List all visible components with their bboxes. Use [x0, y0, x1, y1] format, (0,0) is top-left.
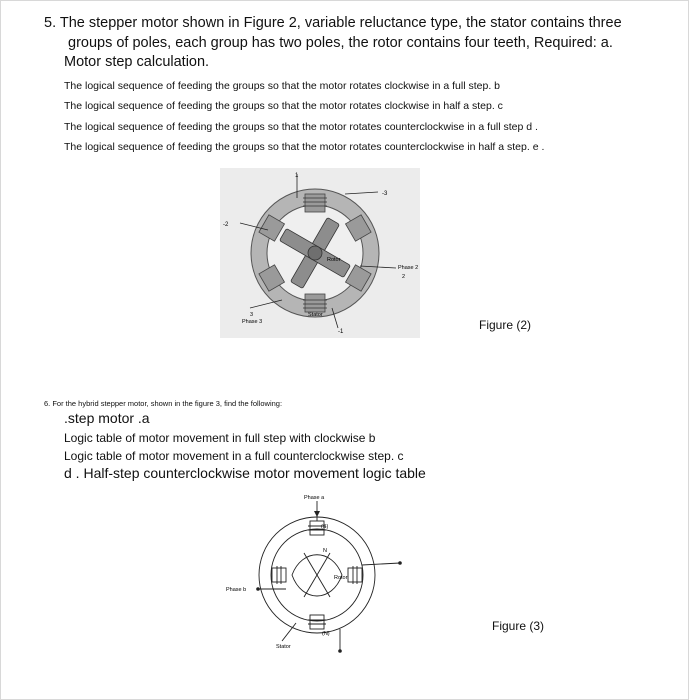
question-5-item-b: The logical sequence of feeding the groups so that the motor rotates clockwise in a full step. b	[64, 80, 501, 92]
figure-2-label-left: -2	[223, 222, 229, 228]
figure-2-label-bottom: -1	[338, 329, 344, 335]
question-5-item-c: The logical sequence of feeding the groups so that the motor rotates clockwise in half a step. c	[64, 100, 503, 112]
question-6-item-a: .step motor .a	[64, 410, 150, 426]
figure-2-label-phase3: Phase 3	[242, 319, 263, 325]
figure-3-label-stator: Stator	[276, 644, 291, 650]
question-6-item-c: Logic table of motor movement in a full counterclockwise step. c	[64, 449, 404, 463]
figure-2-label-top: 1	[295, 173, 299, 179]
figure-3-label-phase-b: Phase b	[226, 587, 247, 593]
question-5-line-3: Motor step calculation.	[64, 54, 210, 70]
figure-2-label-rotor: Rotor	[327, 257, 341, 263]
figure-3-label-rotor: Rotor	[334, 575, 348, 581]
question-5-item-e: The logical sequence of feeding the groups so that the motor rotates counterclockwise in half a step. e .	[64, 141, 545, 153]
question-5-item-d: The logical sequence of feeding the groups so that the motor rotates counterclockwise in a full step d .	[64, 121, 538, 133]
figure-2-stepper-motor	[220, 168, 420, 338]
figure-2-label-right-top: -3	[382, 191, 388, 197]
question-5-line-1: 5. The stepper motor shown in Figure 2, variable reluctance type, the stator contains three	[44, 15, 622, 31]
figure-2-caption: Figure (2)	[479, 318, 532, 332]
question-6-item-b: Logic table of motor movement in full step with clockwise b	[64, 431, 376, 445]
question-5-line-2: groups of poles, each group has two poles, the rotor contains four teeth, Required: a.	[68, 34, 613, 51]
figure-3-caption: Figure (3)	[492, 619, 545, 633]
figure-3-label-n-bottom: (N)	[322, 631, 330, 637]
figure-3-label-phase-a: Phase a	[304, 495, 325, 501]
figure-2-label-stator: Stator	[308, 312, 323, 318]
figure-2-label-phase2-num: 2	[402, 274, 406, 280]
figure-3-label-s-top: (S)	[321, 524, 329, 530]
figure-3-label-n-top: N	[323, 548, 327, 554]
question-6-item-d: d . Half-step counterclockwise motor movement logic table	[64, 465, 426, 481]
figure-2-label-phase2: Phase 2	[398, 265, 419, 271]
figure-3-hybrid-stepper	[222, 493, 412, 658]
question-5-title	[44, 14, 644, 73]
figure-2-label-three: 3	[250, 312, 254, 318]
figure-3-drawing	[258, 501, 400, 651]
question-6-heading: 6. For the hybrid stepper motor, shown in the figure 3, find the following:	[44, 399, 283, 408]
